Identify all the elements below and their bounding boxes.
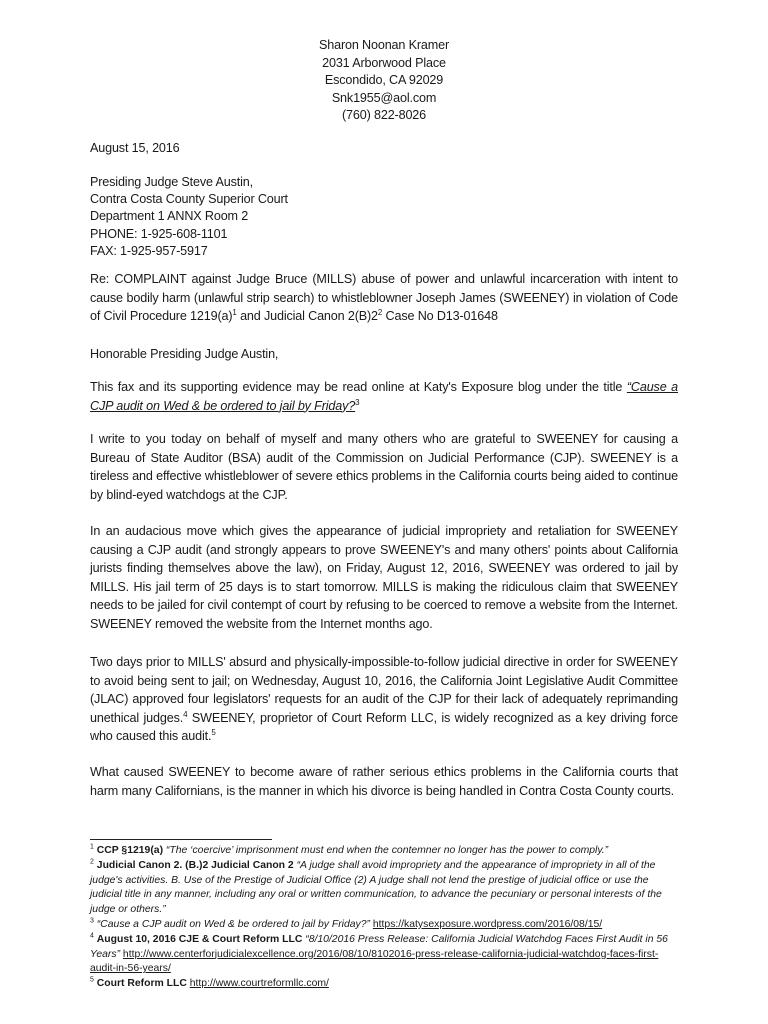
footnote <box>90 859 680 918</box>
sender-block <box>0 36 768 124</box>
footnote-number: 4 <box>90 932 94 940</box>
paragraph-intro: I write to you today on behalf of myself and many others who are grateful to SWEENEY for causing a Bureau of State Auditor (BSA) audit of the Commission on Judicial Performance (CJP). SWEENEY is a tireless and effective whistleblower of severe ethics problems in the California courts being aided to continue by blind-eyed watchdogs at the CJP. <box>90 432 678 502</box>
salutation: Honorable Presiding Judge Austin, <box>90 347 279 361</box>
recipient-phone: PHONE: 1-925-608-1101 <box>90 226 228 241</box>
footnote <box>90 933 680 977</box>
footnote <box>90 977 680 992</box>
footnote-lead: CCP §1219(a) <box>96 845 164 856</box>
sender-email: Snk1955@aol.com <box>331 90 437 105</box>
paragraph-divorce: What caused SWEENEY to become aware of rather serious ethics problems in the California courts that harm many Californians, is the manner in which his divorce is being handled in Contra Costa County courts. <box>90 765 678 798</box>
footnote-number: 1 <box>90 843 94 851</box>
paragraph-jail-order: In an audacious move which gives the appearance of judicial impropriety and retaliation for SWEENEY causing a CJP audit (and strongly appears to prove SWEENEY's and many others' points about California jurists finding themselves above the law), on Friday, August 12, 2016, SWEENEY was ordered to jail by MILLS. His jail term of 25 days is to start tomorrow. MILLS is making the ridiculous claim that SWEENEY needs to be jailed for civil contempt of court by refusing to be coerced to remove a website from the Internet. SWEENEY removed the website from the Internet months ago. <box>90 524 678 631</box>
sender-phone: (760) 822-8026 <box>341 108 427 123</box>
re-line <box>90 270 678 326</box>
re-case-number: Case No D13-01648 <box>382 309 498 323</box>
footnote-link[interactable]: http://www.courtreformllc.com/ <box>189 978 329 990</box>
footnote-quote: “A judge shall avoid impropriety and the appearance of impropriety in all of the judge's activities. B. Use of the Prestige of Judicial Office (2) A judge shall not lend the prestige of judicial office or use the judicial title in any manner, including any oral or written communication, to advance the pecuniary or personal interests of the judge or others.” <box>90 859 662 916</box>
footnote-number: 2 <box>90 858 94 866</box>
footnote-lead: August 10, 2016 CJE & Court Reform LLC <box>96 933 303 945</box>
footnote-number: 3 <box>90 917 94 925</box>
recipient-name: Presiding Judge Steve Austin, <box>90 175 253 189</box>
footnote <box>90 844 680 859</box>
footnote <box>90 918 680 933</box>
recipient-court: Contra Costa County Superior Court <box>90 192 288 207</box>
footnote-number: 5 <box>90 976 94 984</box>
footnote-lead: Court Reform LLC <box>96 978 187 990</box>
re-text-a: Re: COMPLAINT against Judge Bruce (MILLS) abuse of power and unlawful incarceration with intent to cause bodily harm (unlawful strip search) to whistleblowner Joseph James (SWEENEY) in violation of Code of Civil Procedure 1219(a) <box>90 272 678 323</box>
sender-name: Sharon Noonan Kramer <box>318 38 449 52</box>
footnote-ref-5[interactable]: 5 <box>211 727 216 737</box>
recipient-department: Department 1 ANNX Room 2 <box>90 209 249 224</box>
sender-street: 2031 Arborwood Place <box>322 55 446 70</box>
recipient-fax: FAX: 1-925-957-5917 <box>90 243 208 258</box>
footnote-link[interactable]: http://www.centerforjudicialexcellence.org/2016/08/10/8102016-press-release-california-judicial-watchdog-faces-first-audit-in-56-years/ <box>90 948 659 975</box>
paragraph-audit-text-a: Two days prior to MILLS' absurd and physically-impossible-to-follow judicial directive in order for SWEENEY to avoid being sent to jail; on Wednesday, August 10, 2016, the California Joint Legislative Audit Committee (JLAC) approved four legislators' requests for an audit of the CJP for their lack of adequately reprimanding unethical judges. <box>90 655 678 725</box>
paragraph-blog-reference <box>90 378 678 415</box>
letter-date: August 15, 2016 <box>90 141 180 155</box>
recipient-block <box>90 173 288 259</box>
re-footnote-ref-1[interactable]: 1 <box>232 307 237 317</box>
footnote-lead: Judicial Canon 2. (B.)2 Judicial Canon 2 <box>96 859 294 871</box>
re-text-b: and Judicial Canon 2(B)2 <box>236 309 378 323</box>
sender-city: Escondido, CA 92029 <box>324 73 444 88</box>
paragraph-blog-text: This fax and its supporting evidence may be read online at Katy's Exposure blog under the title <box>90 380 627 394</box>
footnotes <box>90 844 680 992</box>
footnote-ref-4[interactable]: 4 <box>183 709 188 719</box>
blog-title-link[interactable]: “Cause a CJP audit on Wed & be ordered to jail by Friday? <box>90 380 678 413</box>
paragraph-audit-text-b: SWEENEY, proprietor of Court Reform LLC, is widely recognized as a key driving force who caused this audit. <box>90 710 678 743</box>
footnote-quote: “The ‘coercive’ imprisonment must end when the contemner no longer has the power to comply.” <box>163 845 609 856</box>
re-footnote-ref-2[interactable]: 2 <box>377 307 383 317</box>
footnote-divider <box>90 839 272 840</box>
footnote-link[interactable]: https://katysexposure.wordpress.com/2016/08/15/ <box>372 918 603 930</box>
footnote-ref-3[interactable]: 3 <box>355 397 360 407</box>
footnote-quote: “Cause a CJP audit on Wed & be ordered to jail by Friday?” <box>96 918 370 930</box>
footnote-quote: “8/10/2016 Press Release: California Judicial Watchdog Faces First Audit in 56 Years” <box>90 933 668 960</box>
paragraph-audit <box>90 653 678 746</box>
